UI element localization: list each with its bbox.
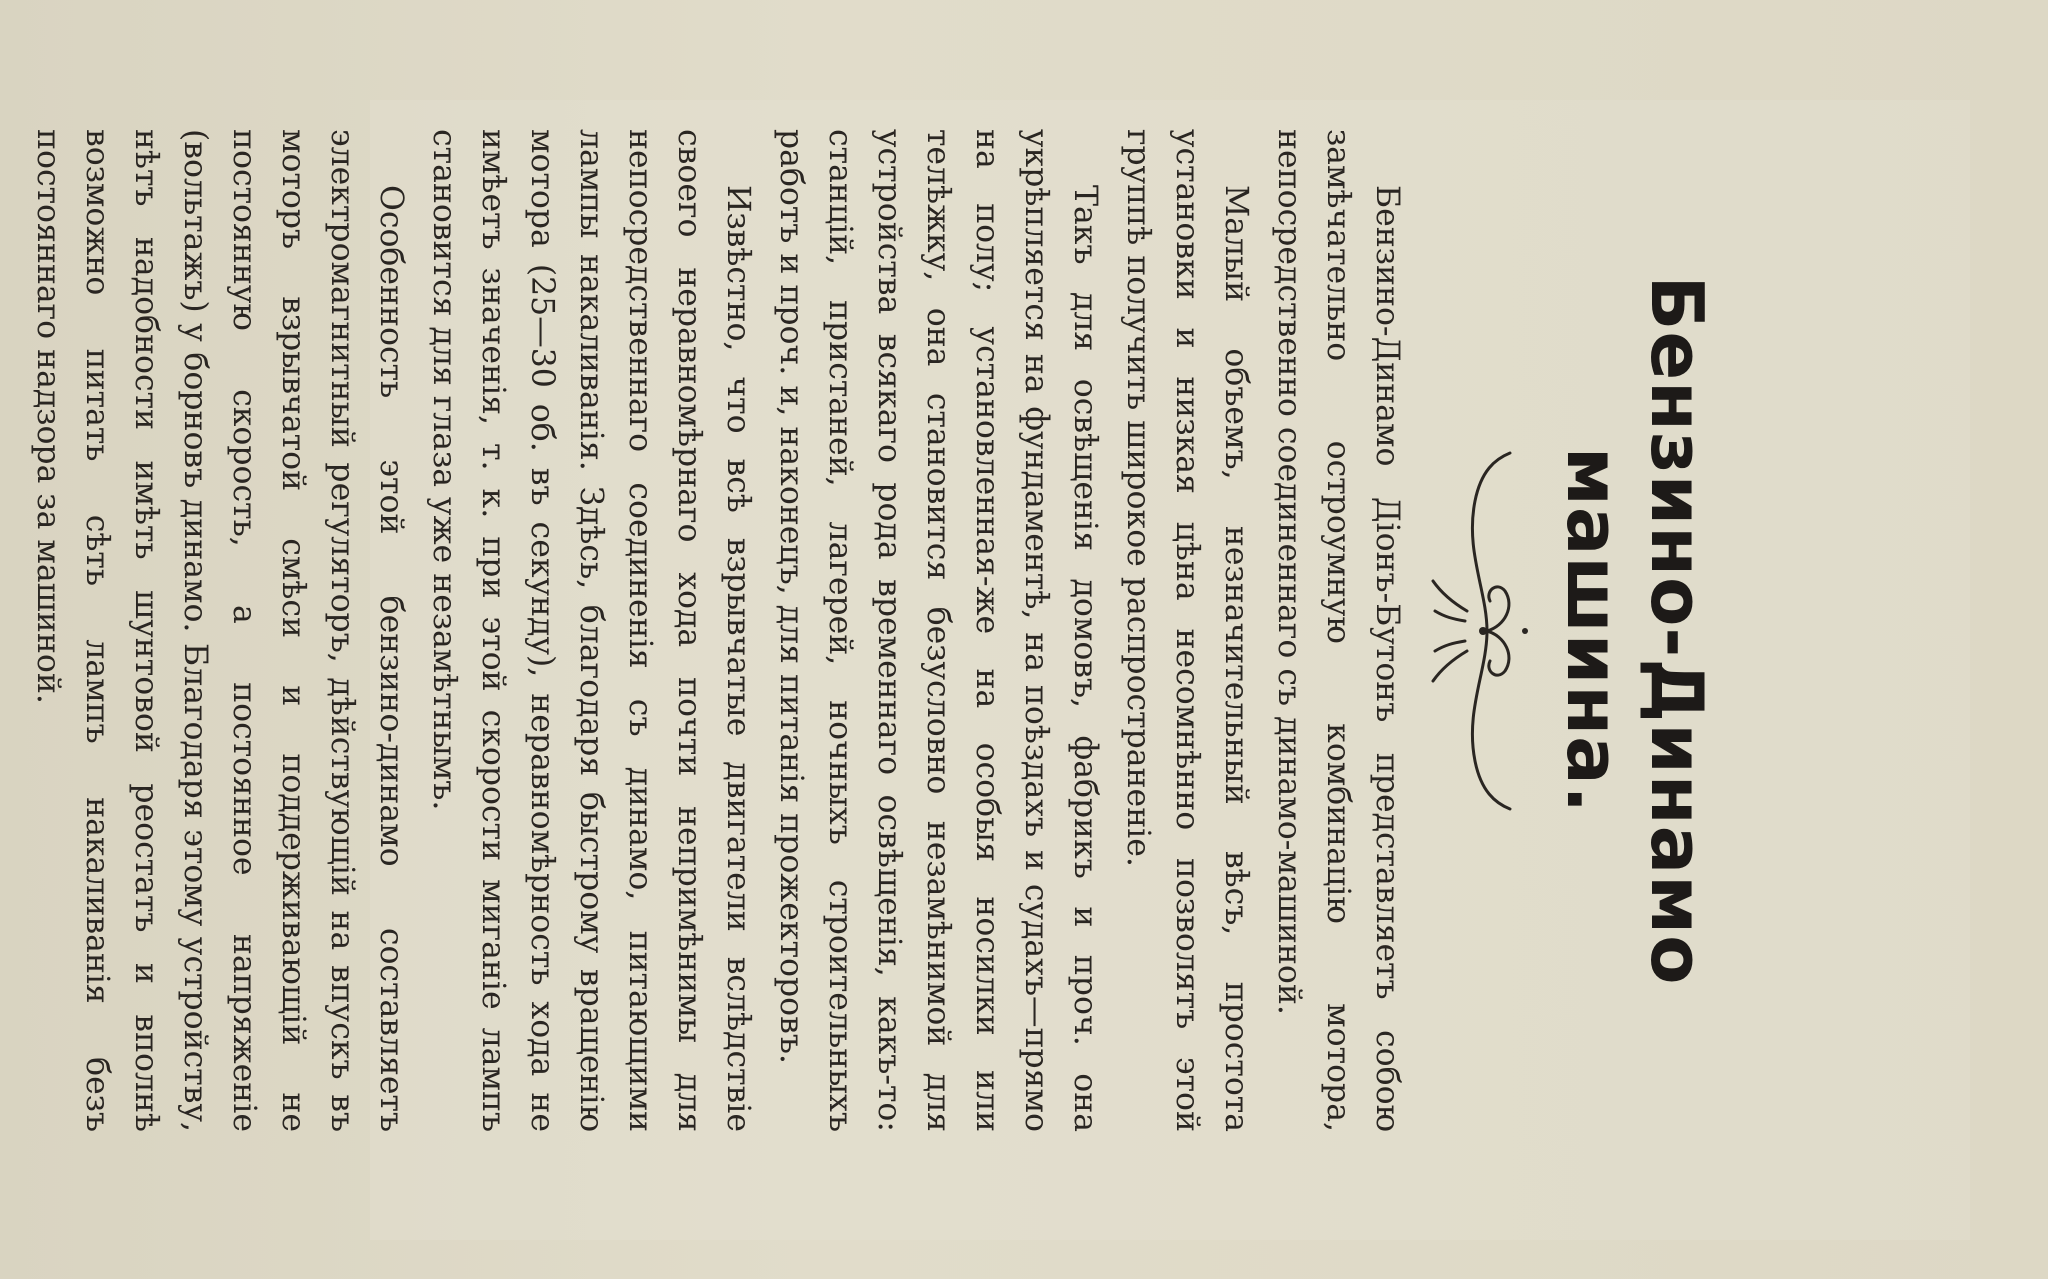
paragraph-2: Малый объемъ, незначительный вѣсъ, простота установки и низкая цѣна несомнѣнно позволятъ этой группѣ получить широкое распространеніе. — [1120, 129, 1254, 1132]
paragraph-5: Особенность этой бензино-динамо составляетъ электромагнитный регуляторъ, дѣйствующій на впускъ въ моторъ взрывчатой смѣси и поддерживающій не постоянную скорость, а постоянное напряженіе (вольтажъ) у борновъ динамо. Благодаря этому устройству, нѣтъ надобности имѣть шунтовой реостатъ и вполнѣ возможно питать сѣть лампъ накаливанія безъ постояннаго надзора за машиной. — [30, 129, 409, 1132]
document-title: Бензино-Динамо машина. — [1551, 275, 1719, 986]
rotated-content — [30, 54, 1804, 1224]
paragraph-1: Бензино-Динамо Діонъ-Бутонъ представляетъ собою замѣчательно остроумную комбинацію мотора, непосредственно соединеннаго съ динамо-машиной. — [1271, 129, 1405, 1132]
paragraph-3: Такъ для освѣщенія домовъ, фабрикъ и проч. она укрѣпляется на фундаментѣ, на поѣздахъ и судахъ—прямо на полу; установленная-же на особыя носилки или телѣжку, она становится безусловно незамѣнимой для устройства всякаго рода временнаго освѣщенія, какъ-то: станцій, пристаней, лагерей, ночныхъ строительныхъ работъ и проч. и, наконецъ, для питанія прожекторовъ. — [773, 129, 1103, 1132]
paragraph-4: Извѣстно, что всѣ взрывчатые двигатели вслѣдствіе своего неравномѣрнаго хода почти непримѣнимы для непосредственнаго соединенія съ динамо, питающими лампы накаливанія. Здѣсь, благодаря быстрому вращенію мотора (25—30 об. въ секунду), неравномѣрность хода не имѣетъ значенія, т. к. при этой скорости миганіе лампъ становится для глаза уже незамѣтнымъ. — [426, 129, 756, 1132]
ornament-flourish-icon — [1425, 441, 1545, 821]
